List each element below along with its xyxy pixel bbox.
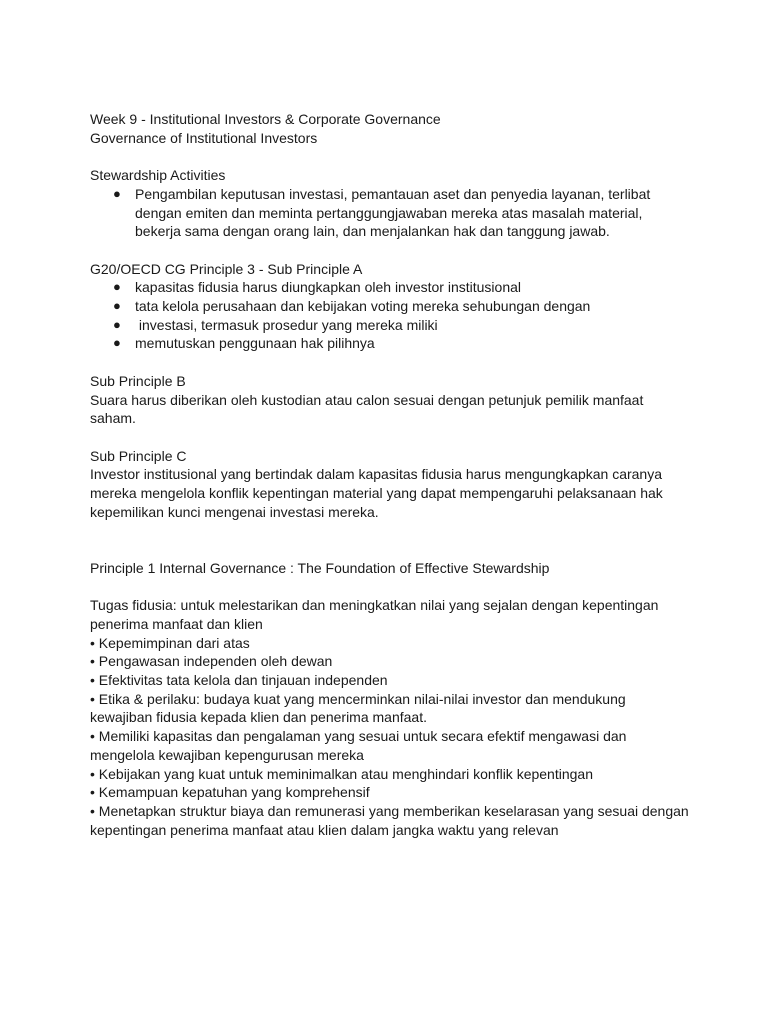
stewardship-list bbox=[90, 185, 690, 241]
principle3c-text: Investor institusional yang bertindak dalam kapasitas fidusia harus mengungkapkan caranya mereka mengelola konflik kepentingan material yang dapat mempengaruhi pelaksanaan hak kepemilikan kunci mengenai investasi mereka. bbox=[90, 466, 663, 520]
list-item bbox=[90, 278, 690, 297]
list-item: • Kebijakan yang kuat untuk meminimalkan atau menghindari konflik kepentingan bbox=[90, 765, 593, 782]
list-item bbox=[90, 185, 690, 241]
principle1-intro: Tugas fidusia: untuk melestarikan dan meningkatkan nilai yang sejalan dengan kepentingan penerima manfaat dan klien bbox=[90, 597, 659, 632]
spacer bbox=[90, 428, 690, 447]
list-item-text: tata kelola perusahaan dan kebijakan voting mereka sehubungan dengan bbox=[135, 298, 591, 314]
list-item-text: memutuskan penggunaan hak pilihnya bbox=[135, 335, 375, 352]
principle3b-heading: Sub Principle B bbox=[90, 372, 186, 389]
list-item: • Kepemimpinan dari atas bbox=[90, 634, 250, 651]
principle1-heading: Principle 1 Internal Governance : The Foundation of Effective Stewardship bbox=[90, 559, 550, 576]
principle3c-heading: Sub Principle C bbox=[90, 447, 187, 464]
list-item: • Etika & perilaku: budaya kuat yang mencerminkan nilai-nilai investor dan mendukung kewajiban fidusia kepada klien dan penerima manfaat. bbox=[90, 690, 626, 726]
list-item: • Kemampuan kepatuhan yang komprehensif bbox=[90, 784, 370, 801]
stewardship-heading: Stewardship Activities bbox=[90, 167, 226, 184]
list-item: • Memiliki kapasitas dan pengalaman yang sesuai untuk secara efektif mengawasi dan mengelola kewajiban kepengurusan mereka bbox=[90, 728, 627, 763]
spacer bbox=[90, 521, 690, 558]
spacer bbox=[90, 353, 690, 372]
spacer bbox=[90, 578, 690, 597]
list-item: • Pengawasan independen oleh dewan bbox=[90, 653, 333, 670]
principle3a-list bbox=[90, 278, 690, 353]
list-item: • Efektivitas tata kelola dan tinjauan independen bbox=[90, 672, 388, 688]
document-title: Week 9 - Institutional Investors & Corporate Governance bbox=[90, 111, 441, 127]
list-item-text: Pengambilan keputusan investasi, pemantauan aset dan penyedia layanan, terlibat dengan emiten dan meminta pertanggungjawaban mereka atas masalah material, bekerja sama dengan orang lain, dan menjalankan hak dan tanggung jawab. bbox=[135, 185, 651, 240]
list-item bbox=[90, 297, 690, 316]
bullet-icon: ● bbox=[113, 335, 121, 351]
bullet-icon: ● bbox=[113, 298, 121, 313]
principle3b-text: Suara harus diberikan oleh kustodian atau calon sesuai dengan petunjuk pemilik manfaat saham. bbox=[90, 391, 644, 427]
list-item-text: investasi, termasuk prosedur yang mereka miliki bbox=[135, 316, 438, 333]
bullet-icon: ● bbox=[113, 279, 121, 295]
list-item bbox=[90, 334, 690, 353]
list-item-text: kapasitas fidusia harus diungkapkan oleh investor institusional bbox=[135, 279, 522, 296]
principle3a-heading: G20/OECD CG Principle 3 - Sub Principle A bbox=[90, 260, 363, 277]
spacer bbox=[90, 241, 690, 260]
bullet-icon: ● bbox=[113, 185, 121, 201]
spacer bbox=[90, 147, 690, 166]
document-page bbox=[90, 110, 690, 839]
list-item: • Menetapkan struktur biaya dan remunerasi yang memberikan keselarasan yang sesuai dengan kepentingan penerima manfaat atau klien dalam jangka waktu yang relevan bbox=[90, 802, 689, 838]
document-subtitle: Governance of Institutional Investors bbox=[90, 129, 318, 146]
list-item bbox=[90, 316, 690, 335]
bullet-icon: ● bbox=[113, 316, 121, 332]
